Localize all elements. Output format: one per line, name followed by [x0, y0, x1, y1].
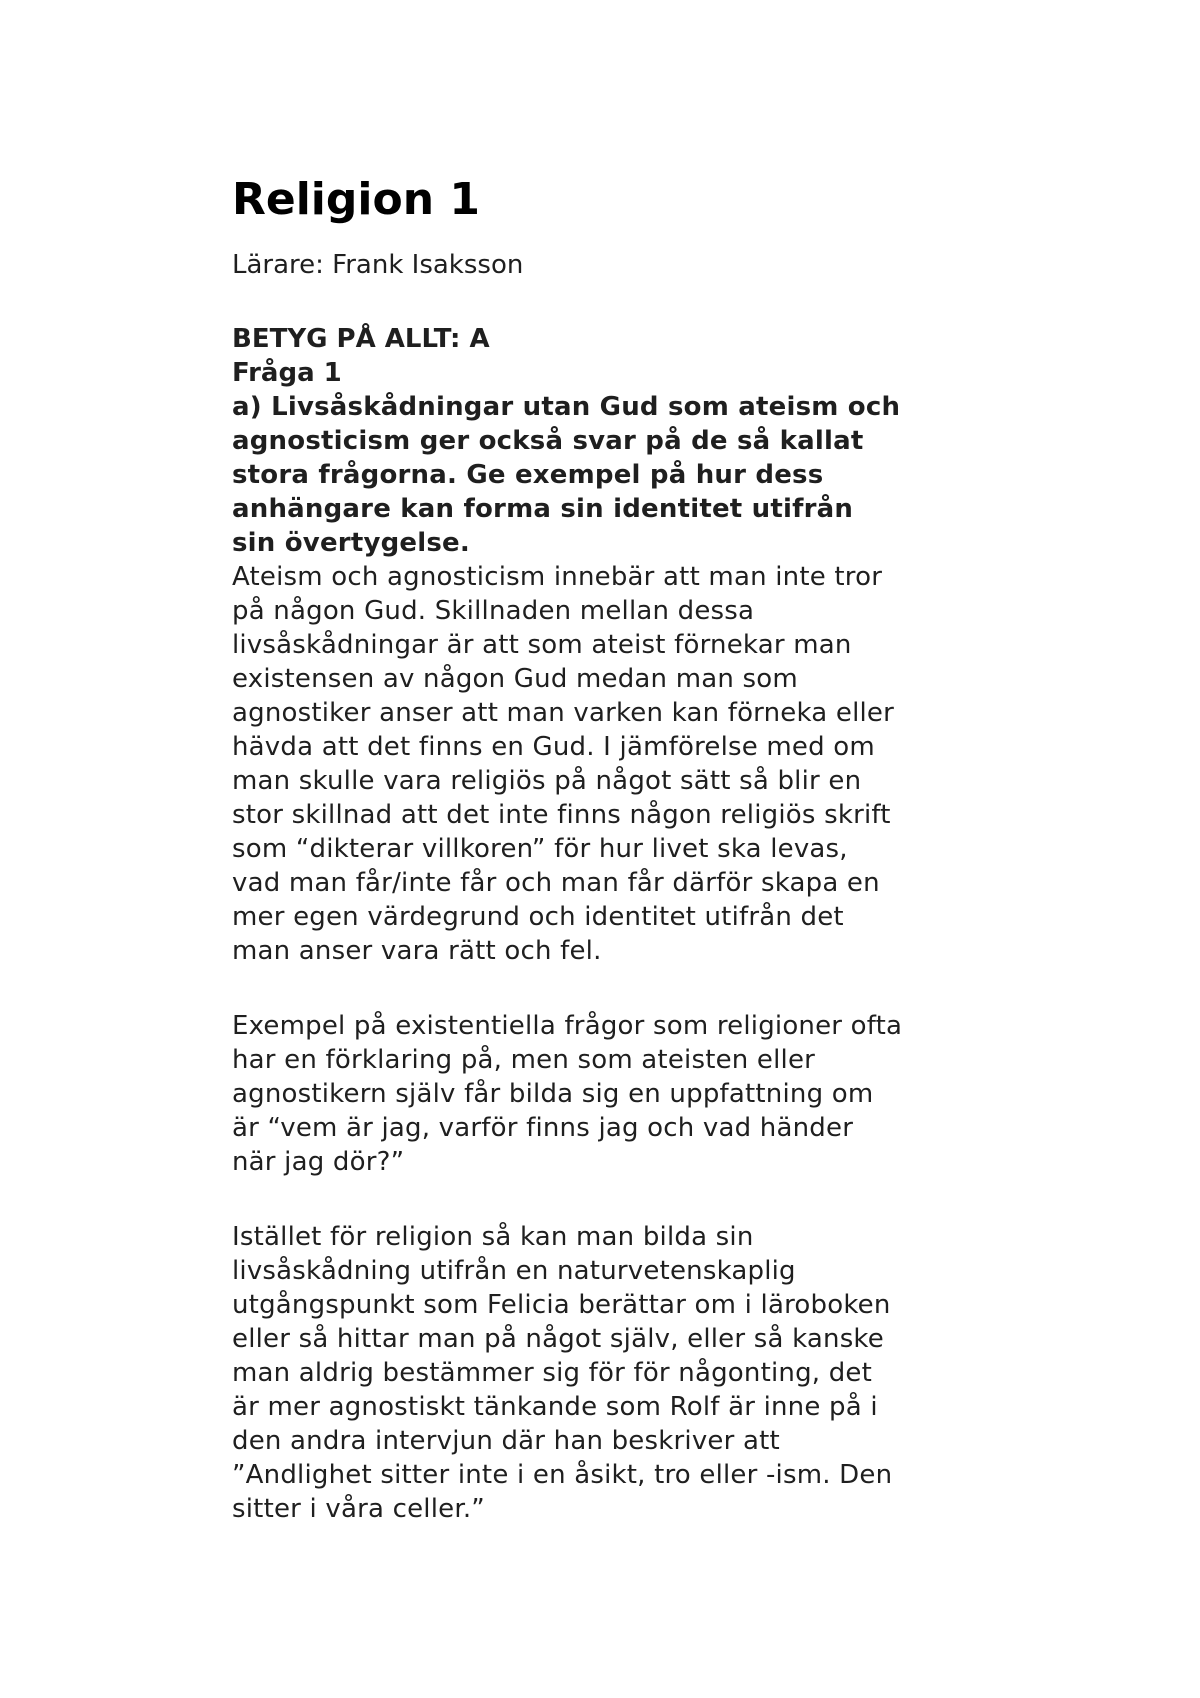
answer-line: är mer agnostiskt tänkande som Rolf är inne på i	[232, 1392, 878, 1422]
answer-line: sitter i våra celler.”	[232, 1494, 485, 1524]
answer-paragraph	[232, 1220, 1012, 1526]
answer-paragraph	[232, 560, 1012, 968]
question-line: anhängare kan forma sin identitet utifrån	[232, 494, 854, 524]
answer-line: är “vem är jag, varför finns jag och vad händer	[232, 1113, 854, 1143]
answer-line: agnostiker anser att man varken kan förneka eller	[232, 698, 895, 728]
question-text	[232, 390, 1012, 560]
answer-line: Ateism och agnosticism innebär att man inte tror	[232, 562, 883, 592]
answer-line: som “dikterar villkoren” för hur livet ska levas,	[232, 834, 848, 864]
answer-line: mer egen värdegrund och identitet utifrån det	[232, 902, 844, 932]
answer-line: man aldrig bestämmer sig för för någonting, det	[232, 1358, 873, 1388]
answer-line: stor skillnad att det inte finns någon religiös skrift	[232, 800, 891, 830]
page-title: Religion 1	[232, 174, 480, 225]
answer-line: utgångspunkt som Felicia berättar om i läroboken	[232, 1290, 891, 1320]
document-page	[232, 170, 1012, 1526]
answer-line: på någon Gud. Skillnaden mellan dessa	[232, 596, 755, 626]
answer-line: vad man får/inte får och man får därför skapa en	[232, 868, 880, 898]
answer-line: när jag dör?”	[232, 1147, 405, 1177]
answer-line: den andra intervjun där han beskriver att	[232, 1426, 780, 1456]
question-line: sin övertygelse.	[232, 528, 470, 558]
question-line: agnosticism ger också svar på de så kallat	[232, 426, 864, 456]
answer-line: eller så hittar man på något själv, eller så kanske	[232, 1324, 884, 1354]
answer-line: hävda att det finns en Gud. I jämförelse med om	[232, 732, 875, 762]
answer-line: livsåskådning utifrån en naturvetenskaplig	[232, 1256, 796, 1286]
answer-line: ”Andlighet sitter inte i en åsikt, tro eller -ism. Den	[232, 1460, 893, 1490]
answer-line: man anser vara rätt och fel.	[232, 936, 602, 966]
question-line: stora frågorna. Ge exempel på hur dess	[232, 460, 824, 490]
answer-line: man skulle vara religiös på något sätt så blir en	[232, 766, 862, 796]
question-line: a) Livsåskådningar utan Gud som ateism och	[232, 392, 901, 422]
answer-line: har en förklaring på, men som ateisten eller	[232, 1045, 816, 1075]
question-label: Fråga 1	[232, 358, 342, 388]
grade-heading: BETYG PÅ ALLT: A	[232, 324, 490, 354]
answer-line: existensen av någon Gud medan man som	[232, 664, 798, 694]
teacher-line: Lärare: Frank Isaksson	[232, 250, 524, 280]
answer-line: Istället för religion så kan man bilda sin	[232, 1222, 754, 1252]
answer-paragraph	[232, 1009, 1012, 1179]
answer-line: agnostikern själv får bilda sig en uppfattning om	[232, 1079, 874, 1109]
answer-line: Exempel på existentiella frågor som religioner ofta	[232, 1011, 903, 1041]
answer-line: livsåskådningar är att som ateist förnekar man	[232, 630, 852, 660]
